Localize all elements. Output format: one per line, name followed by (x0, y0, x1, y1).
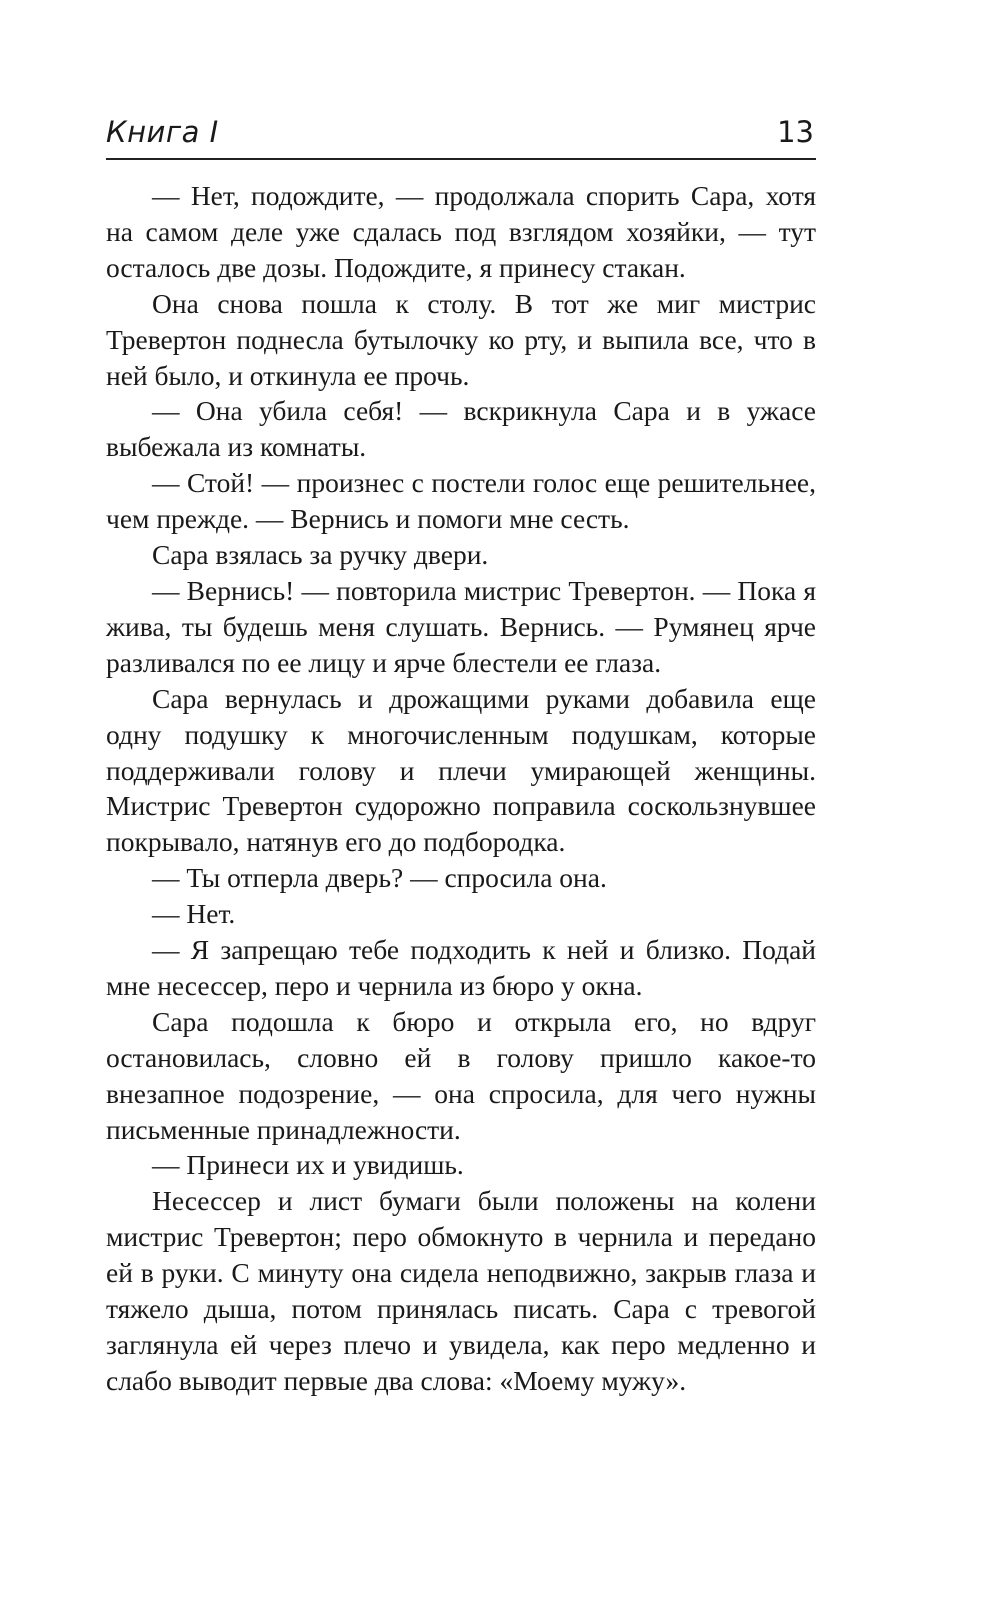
paragraph: Сара вернулась и дрожащими руками добавила еще одну подушку к многочисленным подушкам, которые поддерживали голову и плечи умирающей женщины. Мистрис Тревертон судорожно поправила соскользнувшее покрывало, натянув его до подбородка. (106, 682, 816, 858)
paragraph: — Вернись! — повторила мистрис Тревертон. — Пока я жива, ты будешь меня слушать. Вернись. — Румянец ярче разливался по ее лицу и ярче блестели ее глаза. (106, 574, 816, 678)
paragraph: Она снова пошла к столу. В тот же миг мистрис Тревертон поднесла бутылочку ко рту, и выпила все, что в ней было, и откинула ее прочь. (106, 287, 816, 391)
paragraph: — Принеси их и увидишь. (152, 1149, 464, 1181)
paragraph: — Она убила себя! — вскрикнула Сара и в ужасе выбежала из комнаты. (106, 395, 816, 463)
paragraph: — Нет, подождите, — продолжала спорить Сара, хотя на самом деле уже сдалась под взглядом хозяйки, — тут осталось две дозы. Подождите, я принесу стакан. (106, 180, 816, 283)
body-text (106, 178, 816, 1399)
paragraph: — Ты отперла дверь? — спросила она. (152, 862, 607, 894)
paragraph: Сара взялась за ручку двери. (152, 539, 489, 571)
paragraph: — Я запрещаю тебе подходить к ней и близко. Подай мне несессер, перо и чернила из бюро у окна. (106, 934, 816, 1001)
page-number: 13 (777, 115, 814, 149)
book-title: Книга I (106, 115, 219, 149)
running-header (106, 113, 816, 160)
book-page (106, 0, 816, 1616)
paragraph: — Нет. (152, 898, 236, 930)
paragraph: — Стой! — произнес с постели голос еще решительнее, чем прежде. — Вернись и помоги мне сесть. (106, 467, 816, 535)
paragraph: Несессер и лист бумаги были положены на колени мистрис Тревертон; перо обмокнуто в чернила и передано ей в руки. С минуту она сидела неподвижно, закрыв глаза и тяжело дыша, потом принялась писать. Сара с тревогой заглянула ей через плечо и увидела, как перо медленно и слабо выводит первые два слова: «Моему мужу». (106, 1185, 816, 1396)
paragraph: Сара подошла к бюро и открыла его, но вдруг остановилась, словно ей в голову пришло какое-то внезапное подозрение, — она спросила, для чего нужны письменные принадлежности. (106, 1005, 816, 1145)
